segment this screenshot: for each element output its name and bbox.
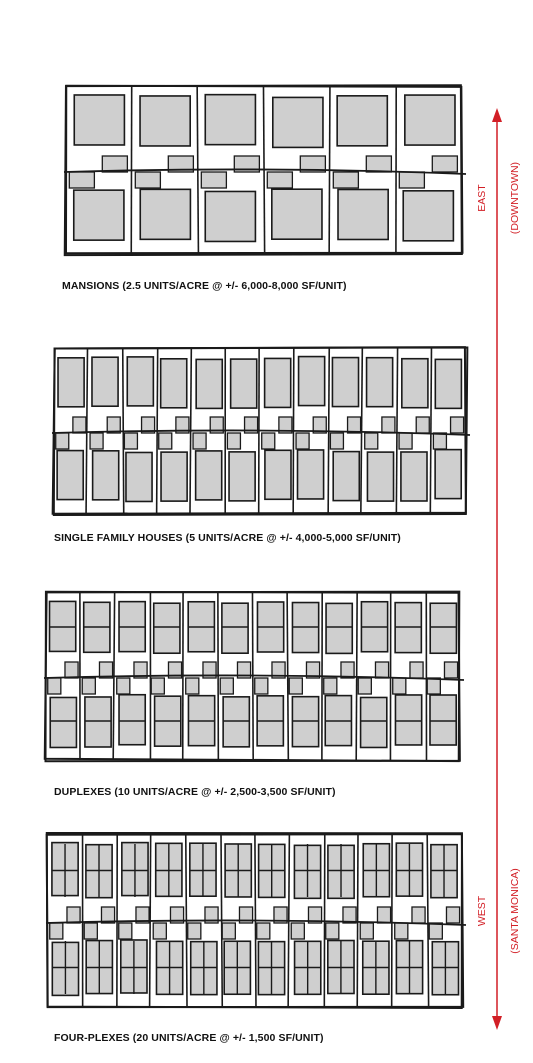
garage: [117, 678, 130, 694]
arrow-head-down: [492, 1016, 502, 1030]
garage: [255, 678, 268, 694]
garage: [193, 433, 206, 449]
garage: [69, 172, 94, 188]
garage: [433, 433, 446, 449]
garage: [135, 172, 160, 188]
lot-line: [430, 348, 431, 514]
building: [367, 358, 393, 407]
block-1: [52, 347, 470, 515]
building: [338, 189, 388, 239]
building: [430, 695, 456, 745]
block-0: [64, 85, 466, 255]
garage: [159, 433, 172, 449]
garage: [65, 662, 78, 678]
garage: [366, 156, 391, 172]
garage: [102, 156, 127, 172]
garage: [360, 923, 373, 939]
garage: [330, 433, 343, 449]
building: [403, 191, 453, 241]
garage: [399, 433, 412, 449]
garage: [393, 678, 406, 694]
building: [405, 95, 455, 145]
building: [265, 358, 291, 407]
building: [196, 451, 222, 500]
caption-fourplexes: FOUR-PLEXES (20 UNITS/ACRE @ +/- 1,500 SF/UNIT): [54, 1032, 324, 1044]
blocks-layer: [44, 85, 470, 1008]
building: [298, 450, 324, 499]
building: [205, 95, 255, 145]
building: [435, 450, 461, 499]
garage: [82, 678, 95, 694]
garage: [90, 433, 103, 449]
garage: [341, 662, 354, 678]
building: [196, 359, 222, 408]
building: [231, 359, 257, 408]
east-label: EAST: [476, 184, 488, 212]
building: [265, 450, 291, 499]
building: [92, 357, 118, 406]
building: [161, 452, 187, 501]
garage: [427, 678, 440, 694]
garage: [333, 172, 358, 188]
building: [326, 603, 352, 653]
lot-line: [86, 348, 87, 514]
building: [333, 452, 359, 501]
garage: [50, 923, 63, 939]
block-3: [46, 833, 466, 1008]
building: [229, 452, 255, 501]
garage: [446, 907, 459, 923]
garage: [348, 417, 361, 433]
caption-mansions: MANSIONS (2.5 UNITS/ACRE @ +/- 6,000-8,000 SF/UNIT): [62, 280, 347, 292]
building: [50, 697, 76, 747]
building: [337, 96, 387, 146]
garage: [56, 433, 69, 449]
building: [205, 191, 255, 241]
garage: [262, 433, 275, 449]
garage: [222, 923, 235, 939]
garage: [395, 923, 408, 939]
garage: [119, 923, 132, 939]
building: [154, 603, 180, 653]
garage: [296, 433, 309, 449]
building: [127, 357, 153, 406]
garage: [186, 678, 199, 694]
building: [361, 697, 387, 747]
garage: [382, 417, 395, 433]
building: [85, 697, 111, 747]
garage: [343, 907, 356, 923]
garage: [410, 662, 423, 678]
west-label: WEST: [476, 895, 488, 927]
building: [58, 358, 84, 407]
garage: [73, 417, 86, 433]
garage: [84, 923, 97, 939]
garage: [429, 923, 442, 939]
garage: [67, 907, 80, 923]
garage: [201, 172, 226, 188]
garage: [416, 417, 429, 433]
building: [140, 96, 190, 146]
garage: [399, 172, 424, 188]
block-2: [44, 592, 464, 762]
santa-monica-label: (SANTA MONICA): [509, 868, 521, 954]
building: [126, 452, 152, 501]
building: [273, 97, 323, 147]
building: [367, 452, 393, 501]
building: [430, 603, 456, 653]
building: [272, 189, 322, 239]
garage: [289, 678, 302, 694]
downtown-label: (DOWNTOWN): [509, 161, 521, 235]
garage: [358, 678, 371, 694]
garage: [48, 678, 61, 694]
garage: [267, 172, 292, 188]
building: [332, 358, 358, 407]
building: [223, 697, 249, 747]
garage: [324, 678, 337, 694]
lot-line: [427, 834, 428, 1008]
garage: [432, 156, 457, 172]
building: [57, 451, 83, 500]
garage: [220, 678, 233, 694]
building: [401, 452, 427, 501]
garage: [151, 678, 164, 694]
garage: [412, 907, 425, 923]
building: [395, 695, 421, 745]
garage: [227, 433, 240, 449]
building: [119, 695, 145, 745]
orientation-arrow: [492, 108, 502, 1030]
garage: [375, 662, 388, 678]
garage: [451, 417, 464, 433]
garage: [326, 923, 339, 939]
building: [74, 95, 124, 145]
building: [93, 451, 119, 500]
garage: [188, 923, 201, 939]
building: [222, 603, 248, 653]
arrow-head-up: [492, 108, 502, 122]
caption-single-family: SINGLE FAMILY HOUSES (5 UNITS/ACRE @ +/- 4,000-5,000 SF/UNIT): [54, 532, 401, 544]
garage: [257, 923, 270, 939]
garage: [153, 923, 166, 939]
garage: [377, 907, 390, 923]
building: [140, 189, 190, 239]
building: [74, 190, 124, 240]
building: [435, 359, 461, 408]
garage: [124, 433, 137, 449]
lot-line: [396, 348, 397, 514]
building: [299, 357, 325, 406]
garage: [365, 433, 378, 449]
caption-duplexes: DUPLEXES (10 UNITS/ACRE @ +/- 2,500-3,500 SF/UNIT): [54, 786, 336, 798]
garage: [291, 923, 304, 939]
building: [402, 359, 428, 408]
building: [161, 359, 187, 408]
garage: [444, 662, 457, 678]
